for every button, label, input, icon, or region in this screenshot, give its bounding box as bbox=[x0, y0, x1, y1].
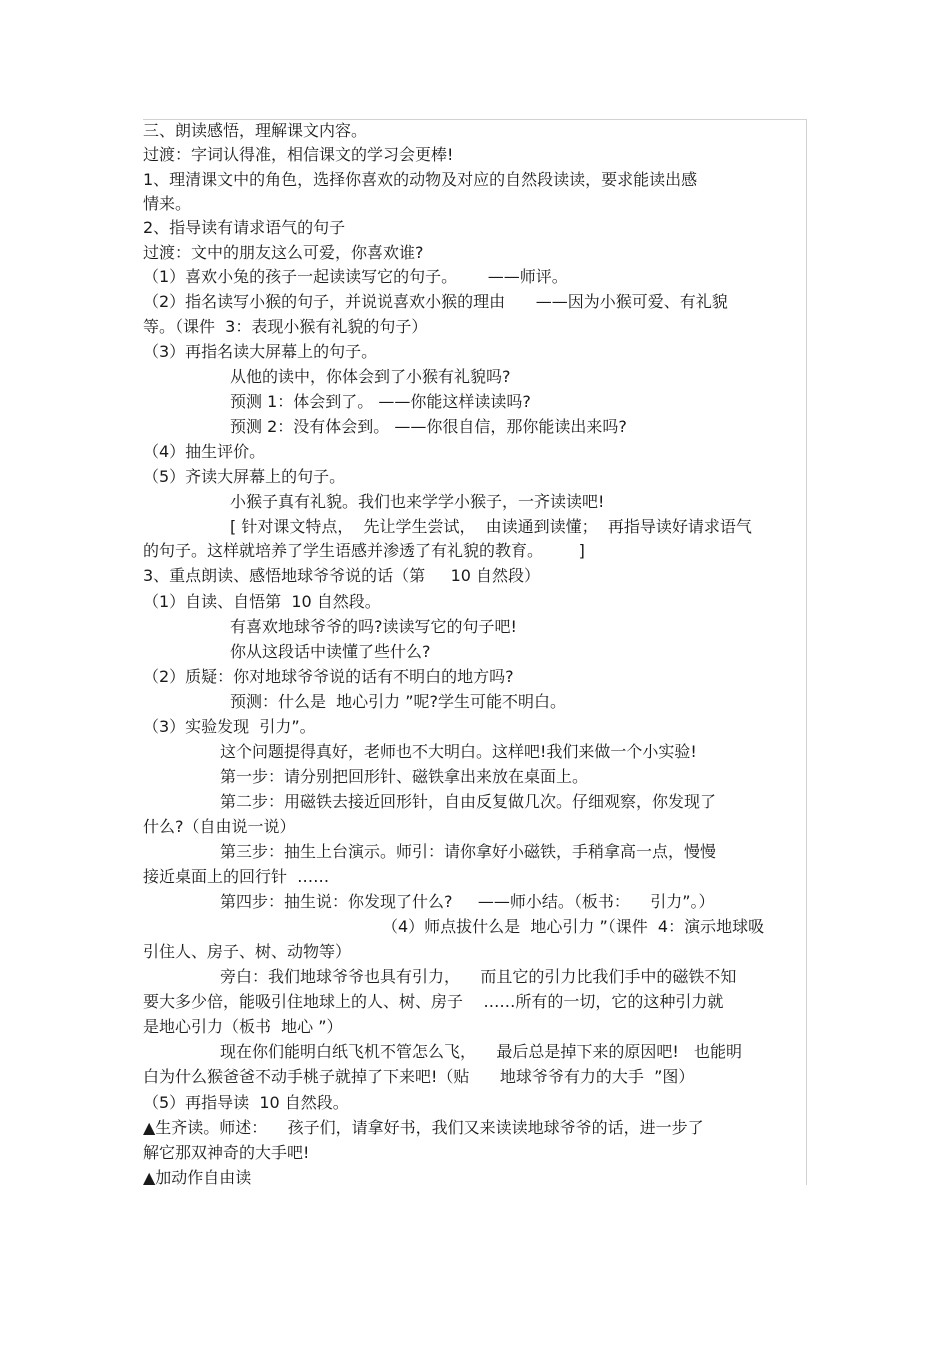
text-line: 的句子。这样就培养了学生语感并渗透了有礼貌的教育。 ] bbox=[143, 541, 585, 560]
text-line: 1、理清课文中的角色，选择你喜欢的动物及对应的自然段读读，要求能读出感 bbox=[143, 170, 698, 189]
text-line: （5）再指导读 10 自然段。 bbox=[143, 1093, 349, 1112]
text-line: 过渡：字词认得准，相信课文的学习会更棒! bbox=[143, 145, 454, 164]
text-line: 第三步：抽生上台演示。师引：请你拿好小磁铁，手稍拿高一点，慢慢 bbox=[220, 842, 717, 861]
text-line: 预测 2：没有体会到。 ——你很自信，那你能读出来吗? bbox=[230, 417, 627, 436]
text-line: 这个问题提得真好，老师也不大明白。这样吧!我们来做一个小实验! bbox=[220, 742, 697, 761]
text-line: 第二步：用磁铁去接近回形针，自由反复做几次。仔细观察，你发现了 bbox=[220, 792, 717, 811]
text-line: 小猴子真有礼貌。我们也来学学小猴子，一齐读读吧! bbox=[230, 492, 605, 511]
text-line: 有喜欢地球爷爷的吗?读读写它的句子吧! bbox=[230, 617, 517, 636]
text-line: 要大多少倍，能吸引住地球上的人、树、房子 ……所有的一切，它的这种引力就 bbox=[143, 992, 724, 1011]
text-line: （3）实验发现 引力”。 bbox=[143, 717, 316, 736]
text-line: 现在你们能明白纸飞机不管怎么飞， 最后总是掉下来的原因吧! 也能明 bbox=[220, 1042, 743, 1061]
text-line: 第四步：抽生说：你发现了什么? ——师小结。（板书： 引力”。） bbox=[220, 892, 715, 911]
text-line: （1）喜欢小兔的孩子一起读读写它的句子。 ——师评。 bbox=[143, 267, 568, 286]
text-line: 白为什么猴爸爸不动手桃子就掉了下来吧!（贴 地球爷爷有力的大手 ”图） bbox=[143, 1067, 695, 1086]
text-line: 解它那双神奇的大手吧! bbox=[143, 1143, 310, 1162]
text-line: 情来。 bbox=[143, 194, 192, 213]
text-line: 过渡：文中的朋友这么可爱，你喜欢谁? bbox=[143, 243, 424, 262]
text-line: [ 针对课文特点， 先让学生尝试， 由读通到读懂； 再指导读好请求语气 bbox=[230, 517, 752, 536]
text-line: （5）齐读大屏幕上的句子。 bbox=[143, 467, 346, 486]
text-line: 引住人、房子、树、动物等） bbox=[143, 942, 352, 961]
text-line: 接近桌面上的回行针 …… bbox=[143, 867, 330, 886]
text-line: （3）再指名读大屏幕上的句子。 bbox=[143, 342, 378, 361]
text-line: （4）抽生评价。 bbox=[143, 442, 266, 461]
text-line: （4）师点拔什么是 地心引力 ”（课件 4：演示地球吸 bbox=[382, 917, 765, 936]
text-line: 从他的读中，你体会到了小猴有礼貌吗? bbox=[230, 367, 511, 386]
text-line: 2、指导读有请求语气的句子 bbox=[143, 218, 346, 237]
text-line: 3、重点朗读、感悟地球爷爷说的话（第 10 自然段） bbox=[143, 566, 541, 585]
text-line: ▲生齐读。师述： 孩子们，请拿好书，我们又来读读地球爷爷的话，进一步了 bbox=[143, 1118, 704, 1137]
text-line: 等。（课件 3：表现小猴有礼貌的句子） bbox=[143, 317, 428, 336]
text-line: （2）质疑：你对地球爷爷说的话有不明白的地方吗? bbox=[143, 667, 514, 686]
text-line: 你从这段话中读懂了些什么? bbox=[230, 642, 431, 661]
text-line: 预测 1：体会到了。 ——你能这样读读吗? bbox=[230, 392, 531, 411]
text-line: 预测：什么是 地心引力 ”呢?学生可能不明白。 bbox=[230, 692, 567, 711]
text-line: 三、朗读感悟，理解课文内容。 bbox=[143, 121, 368, 140]
text-line: 是地心引力（板书 地心 ”） bbox=[143, 1017, 343, 1036]
text-line: （1）自读、自悟第 10 自然段。 bbox=[143, 592, 381, 611]
text-line: ▲加动作自由读 bbox=[143, 1168, 252, 1187]
text-line: 旁白：我们地球爷爷也具有引力， 而且它的引力比我们手中的磁铁不知 bbox=[220, 967, 737, 986]
text-line: 什么?（自由说一说） bbox=[143, 817, 296, 836]
text-line: 第一步：请分别把回形针、磁铁拿出来放在桌面上。 bbox=[220, 767, 589, 786]
text-line: （2）指名读写小猴的句子，并说说喜欢小猴的理由 ——因为小猴可爱、有礼貌 bbox=[143, 292, 728, 311]
